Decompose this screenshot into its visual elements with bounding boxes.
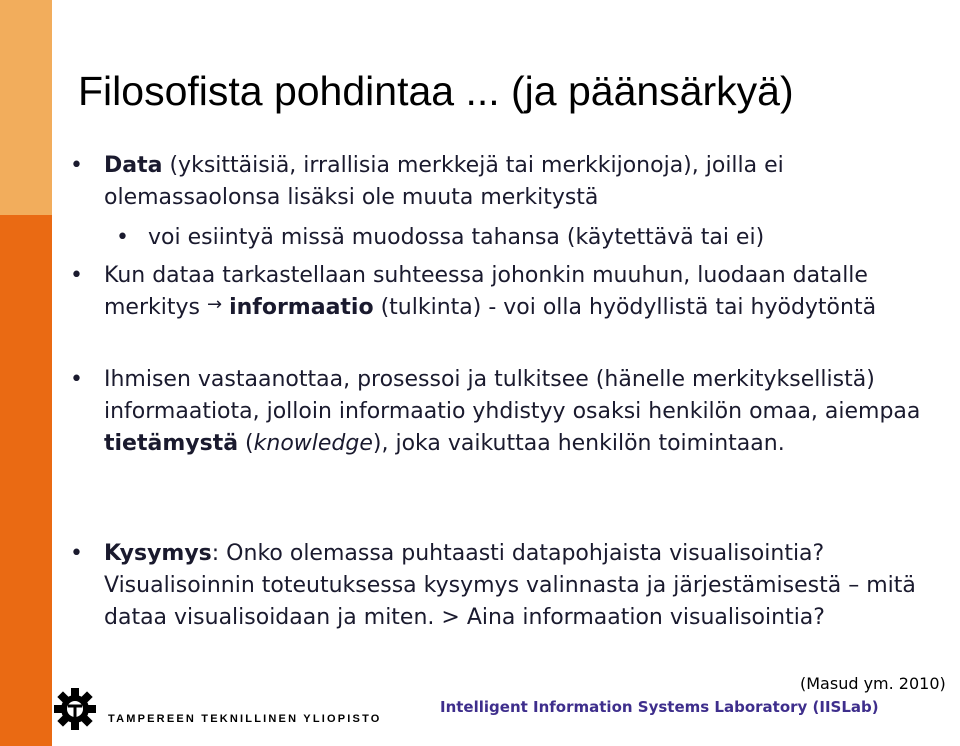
university-logo bbox=[52, 686, 382, 732]
bullet-bold: Data bbox=[104, 153, 163, 178]
bullet-text: (tulkinta) - voi olla hyödyllistä tai hyödytöntä bbox=[373, 295, 877, 320]
bullet-text: Ihmisen vastaanottaa, prosessoi ja tulkitsee (hänelle merkityksellistä) informaatiota, jolloin informaatio yhdistyy osaksi henkilön omaa, aiempaa bbox=[104, 367, 921, 424]
side-stripe-dark bbox=[0, 215, 52, 746]
lab-name: Intelligent Information Systems Laboratory (IISLab) bbox=[440, 698, 879, 716]
sub-bullet-text: voi esiintyä missä muodossa tahansa (käytettävä tai ei) bbox=[148, 225, 765, 250]
bullet-bold: Kysymys bbox=[104, 541, 212, 566]
bullet-kysymys bbox=[70, 538, 940, 634]
bullet-dot: • bbox=[70, 367, 83, 392]
bullet-tietamys bbox=[70, 364, 940, 460]
bullet-data bbox=[70, 150, 940, 214]
arrow-icon: → bbox=[206, 294, 223, 315]
bullet-dot: • bbox=[70, 263, 83, 288]
bullet-bold: informaatio bbox=[229, 295, 374, 320]
university-name: TAMPEREEN TEKNILLINEN YLIOPISTO bbox=[108, 713, 382, 725]
bullet-bold: tietämystä bbox=[104, 431, 239, 456]
bullet-text: ), joka vaikuttaa henkilön toimintaan. bbox=[372, 431, 785, 456]
bullet-italic: knowledge bbox=[253, 431, 373, 456]
bullet-text: (yksittäisiä, irrallisia merkkejä tai merkkijonoja), joilla ei olemassaolonsa lisäksi ole muuta merkitystä bbox=[104, 153, 784, 210]
bullet-dot: • bbox=[116, 225, 129, 250]
bullet-dot: • bbox=[70, 153, 83, 178]
side-stripe-light bbox=[0, 0, 52, 215]
citation: (Masud ym. 2010) bbox=[800, 674, 946, 693]
slide-title: Filosofista pohdintaa ... (ja päänsärkyä) bbox=[78, 68, 794, 114]
sub-bullet bbox=[116, 222, 928, 254]
bullet-text: Kun dataa tarkastellaan suhteessa johonkin muuhun, luodaan datalle merkitys bbox=[104, 263, 868, 320]
bullet-text: : Onko olemassa puhtaasti datapohjaista visualisointia? Visualisoinnin toteutuksessa kysymys valinnasta ja järjestämisestä – mitä dataa visualisoidaan ja miten. > Aina informaation visualisointia? bbox=[104, 541, 916, 630]
gear-logo-icon bbox=[52, 686, 98, 732]
bullet-text: ( bbox=[238, 431, 254, 456]
bullet-dot: • bbox=[70, 541, 83, 566]
bullet-informaatio bbox=[70, 260, 940, 325]
